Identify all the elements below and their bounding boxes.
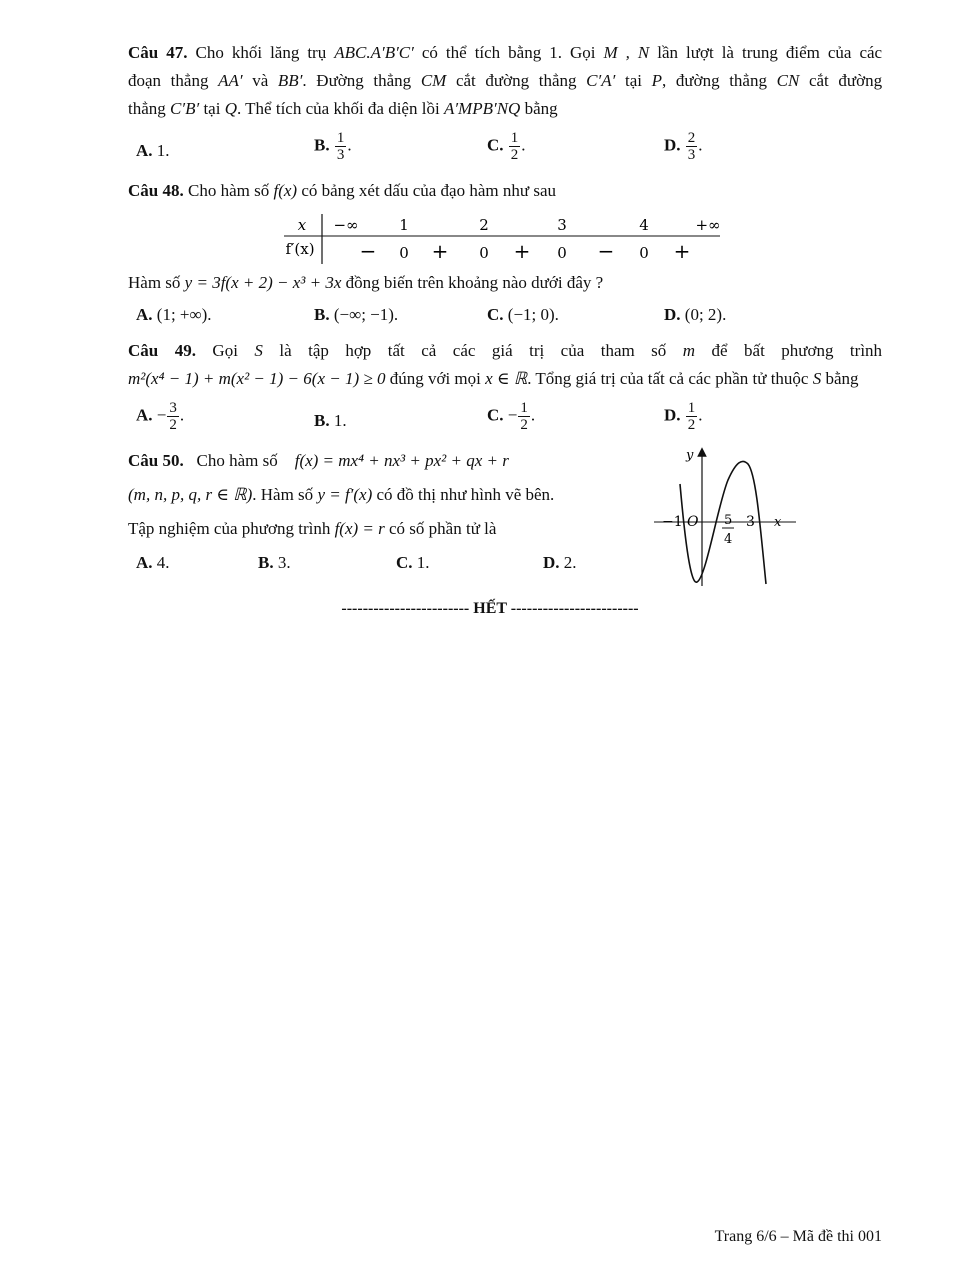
q48-function: y = 3f(x + 2) − x³ + 3x xyxy=(184,273,342,292)
q49-text: đúng với mọi xyxy=(389,369,481,388)
option-label: A. xyxy=(136,405,153,425)
q47-text: và xyxy=(252,71,269,90)
fraction xyxy=(686,400,698,433)
q50-option-b[interactable] xyxy=(258,552,291,574)
q50-line-3 xyxy=(128,518,618,540)
option-value: 4. xyxy=(156,553,170,572)
option-label: B. xyxy=(258,553,274,572)
q49-option-d[interactable]: D. $\frac{1}{2}$ . xyxy=(664,400,703,433)
q47-option-d[interactable]: D. $\frac{2}{3}$ . xyxy=(664,130,703,163)
q49-option-b[interactable] xyxy=(314,410,347,432)
sign-table-zero: 0 xyxy=(399,244,409,262)
q47-text: bằng xyxy=(524,99,558,118)
option-label: C. xyxy=(487,305,504,324)
q49-text: . Tổng giá trị của tất cả các phần tử thuộc xyxy=(527,369,809,388)
q50-option-c[interactable] xyxy=(396,552,430,574)
fraction xyxy=(509,130,521,163)
numerator: 1 xyxy=(336,130,345,146)
tick-frac-num: 5 xyxy=(724,513,733,528)
q47-text: có thể tích bằng 1. Gọi xyxy=(421,43,596,62)
derivative-graph xyxy=(650,444,800,590)
q49-line-1 xyxy=(128,340,882,362)
tick-frac-den: 4 xyxy=(724,532,733,547)
q48-line-2 xyxy=(128,272,882,294)
sign-table-x-label: x xyxy=(297,216,307,234)
sign-table-x-value: 1 xyxy=(399,216,409,234)
sign-table-sign: + xyxy=(431,239,449,263)
q50-function: f(x) = mx⁴ + nx³ + px² + qx + r xyxy=(294,451,509,470)
option-label: D. xyxy=(543,553,560,572)
sign-table-sign: + xyxy=(513,239,531,263)
q50-option-a[interactable] xyxy=(136,552,170,574)
q47-option-a[interactable] xyxy=(136,140,170,162)
q48-line-1 xyxy=(128,180,882,202)
sign-table-sign: + xyxy=(673,239,691,263)
sign-table-zero: 0 xyxy=(479,244,489,262)
q49-set: S xyxy=(254,341,263,360)
q48-text: Cho hàm số xyxy=(187,181,270,200)
denominator: 2 xyxy=(510,147,519,163)
q49-domain: x ∈ ℝ xyxy=(485,369,528,388)
fraction xyxy=(335,130,347,163)
q48-text: có bảng xét dấu của đạo hàm như sau xyxy=(301,181,556,200)
q47-point-p: P xyxy=(651,71,662,90)
q47-text: đoạn thẳng xyxy=(128,71,209,90)
sign-table-zero: 0 xyxy=(557,244,567,262)
x-label: x xyxy=(774,515,782,530)
q47-segment: AA′ xyxy=(218,71,243,90)
q49-text: bằng xyxy=(825,369,859,388)
q50-option-d[interactable] xyxy=(543,552,577,574)
sign-table-zero: 0 xyxy=(639,244,649,262)
option-label: C. xyxy=(487,135,504,155)
q47-line-1 xyxy=(128,42,882,64)
q49-text: Gọi xyxy=(212,341,238,360)
option-value: 1. xyxy=(416,553,430,572)
y-label: y xyxy=(686,448,694,463)
option-value: (1; +∞). xyxy=(156,305,212,324)
denominator: 2 xyxy=(687,417,696,433)
page-footer: Trang 6/6 – Mã đề thi 001 xyxy=(714,1228,882,1245)
q50-text: . Hàm số xyxy=(252,485,314,504)
q47-text: tại xyxy=(624,71,642,90)
q47-line-cn: CN xyxy=(776,71,800,90)
fraction xyxy=(167,400,179,433)
q48-text: đồng biến trên khoảng nào dưới đây ? xyxy=(345,273,604,292)
q47-line-cm: CM xyxy=(420,71,447,90)
sign-table-signs xyxy=(360,239,691,263)
option-label: C. xyxy=(396,553,413,572)
q47-text: tại xyxy=(203,99,221,118)
tick-neg1: −1 xyxy=(662,514,683,530)
numerator: 1 xyxy=(510,130,519,146)
numerator: 3 xyxy=(169,400,177,416)
sign-table-x-value: −∞ xyxy=(333,216,359,234)
numerator: 2 xyxy=(687,130,696,146)
q47-text: lần lượt là trung điểm của các xyxy=(657,43,883,62)
sign-table-x-values xyxy=(333,216,720,234)
q49-text: để bất phương trình xyxy=(711,341,883,360)
q47-line-ca: C′A′ xyxy=(586,71,616,90)
q47-segment: BB′ xyxy=(277,71,303,90)
q50-derivative: y = f′(x) xyxy=(317,485,373,504)
q47-label: Câu 47. xyxy=(128,43,188,62)
option-label: B. xyxy=(314,411,330,430)
q49-inequality: m²(x⁴ − 1) + m(x² − 1) − 6(x − 1) ≥ 0 xyxy=(128,369,386,388)
q50-line-2 xyxy=(128,484,618,506)
option-value: 2. xyxy=(563,553,577,572)
option-label: C. xyxy=(487,405,504,425)
denominator: 3 xyxy=(687,147,696,163)
sign-table-fp-label: f′(x) xyxy=(285,240,315,258)
origin-label: O xyxy=(687,514,699,530)
option-value: (−∞; −1). xyxy=(333,305,399,324)
option-label: D. xyxy=(664,135,681,155)
q50-equation: f(x) = r xyxy=(334,519,385,538)
fraction xyxy=(686,130,698,163)
q49-param: m xyxy=(682,341,696,360)
q47-text: thẳng xyxy=(128,99,166,118)
q47-line-2 xyxy=(128,70,882,92)
q49-set: S xyxy=(812,369,822,388)
q50-label: Câu 50. xyxy=(128,451,184,470)
option-value: 1. xyxy=(333,411,347,430)
option-label: B. xyxy=(314,135,330,155)
denominator: 2 xyxy=(520,417,528,433)
sign-table xyxy=(280,210,730,268)
sign-table-x-value: 4 xyxy=(639,216,649,234)
option-label: A. xyxy=(136,141,153,160)
sign-table-x-value: 2 xyxy=(479,216,489,234)
denominator: 2 xyxy=(169,417,177,433)
q48-option-a[interactable] xyxy=(136,304,212,326)
q47-line-cb: C′B′ xyxy=(170,99,200,118)
fraction xyxy=(518,400,530,433)
numerator: 1 xyxy=(520,400,528,416)
q50-text: có số phần tử là xyxy=(389,519,497,538)
q49-option-c[interactable]: C. − $\frac{1}{2}$ . xyxy=(487,400,536,433)
q47-line-3 xyxy=(128,98,882,120)
denominator: 3 xyxy=(336,147,345,163)
sign-table-x-value: 3 xyxy=(557,216,567,234)
option-label: D. xyxy=(664,405,681,425)
q50-text: có đồ thị như hình vẽ bên. xyxy=(376,485,555,504)
q47-polyhedron: A′MPB′NQ xyxy=(443,99,521,118)
q49-line-2 xyxy=(128,368,882,390)
q48-option-d[interactable] xyxy=(664,304,726,326)
tick-3: 3 xyxy=(746,514,755,530)
option-label: A. xyxy=(136,553,153,572)
q47-point-q: Q xyxy=(224,99,237,118)
q47-text: , đường thẳng xyxy=(662,71,767,90)
option-value: (0; 2). xyxy=(684,305,727,324)
sign-table-sign: − xyxy=(359,239,377,263)
sign-table-x-value: +∞ xyxy=(695,216,721,234)
q48-text: Hàm số xyxy=(128,273,181,292)
q50-line-1 xyxy=(128,450,618,472)
q50-params: (m, n, p, q, r ∈ ℝ) xyxy=(128,485,253,504)
sign-table-sign: − xyxy=(597,239,615,263)
q47-option-c[interactable]: C. $\frac{1}{2}$ . xyxy=(487,130,526,163)
q48-option-c[interactable] xyxy=(487,304,559,326)
option-value: 3. xyxy=(277,553,291,572)
numerator: 1 xyxy=(687,400,696,416)
q48-option-b[interactable] xyxy=(314,304,398,326)
q47-text: cắt đường thẳng xyxy=(455,71,577,90)
q47-text: Cho khối lăng trụ xyxy=(195,43,327,62)
option-sign: − xyxy=(507,405,518,425)
q47-text: cắt đường xyxy=(808,71,883,90)
q49-option-a[interactable]: A. − $\frac{3}{2}$ . xyxy=(136,400,185,433)
q49-label: Câu 49. xyxy=(128,341,196,360)
q47-points: M , N xyxy=(603,43,650,62)
q48-label: Câu 48. xyxy=(128,181,184,200)
option-value: 1. xyxy=(156,141,170,160)
q47-prism: ABC.A′B′C′ xyxy=(334,43,414,62)
end-marker: ------------------------ HẾT ------------------------ xyxy=(341,600,639,617)
option-label: D. xyxy=(664,305,681,324)
q50-text: Tập nghiệm của phương trình xyxy=(128,519,331,538)
option-label: B. xyxy=(314,305,330,324)
q47-option-b[interactable]: B. $\frac{1}{3}$ . xyxy=(314,130,352,163)
option-value: (−1; 0). xyxy=(507,305,559,324)
option-label: A. xyxy=(136,305,153,324)
q47-text: . Đường thẳng xyxy=(302,71,412,90)
q48-function: f(x) xyxy=(273,181,298,200)
q47-text: . Thể tích của khối đa diện lồi xyxy=(236,99,440,118)
option-sign: − xyxy=(156,405,167,425)
q50-text: Cho hàm số xyxy=(196,451,278,470)
q49-text: là tập hợp tất cả các giá trị của tham số xyxy=(279,341,667,360)
